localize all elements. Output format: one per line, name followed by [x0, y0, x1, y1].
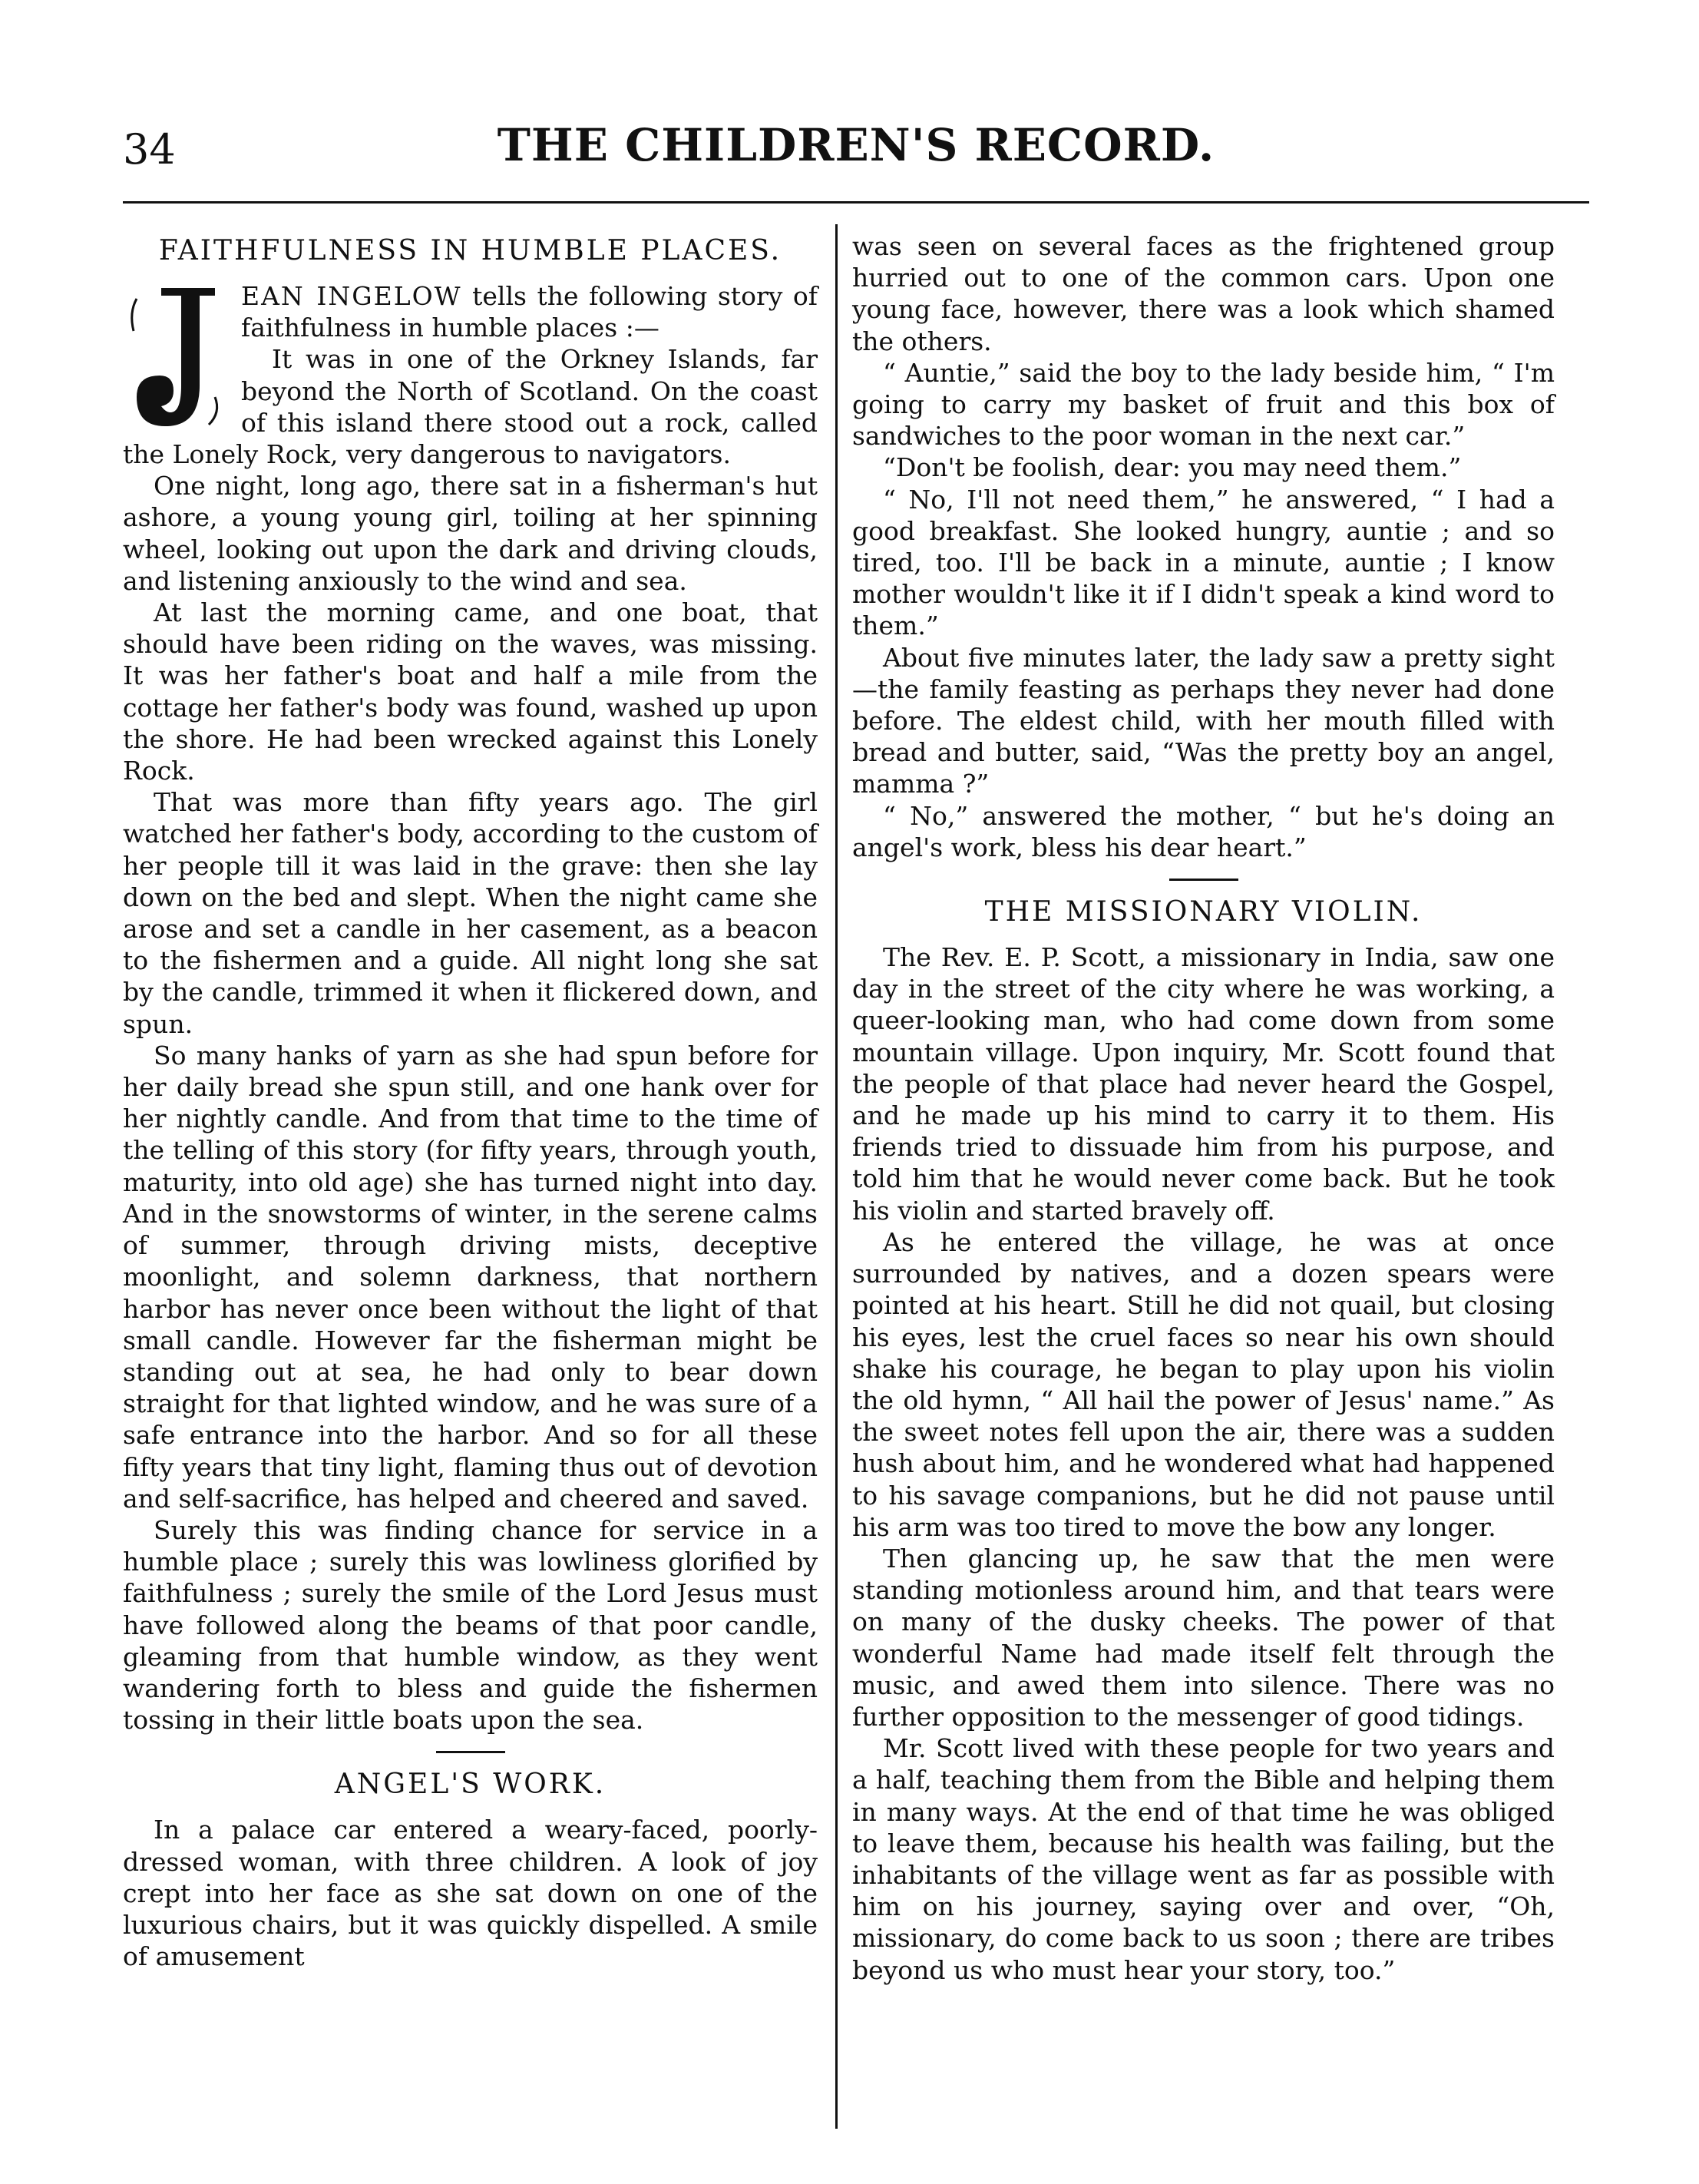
story-paragraph: One night, long ago, there sat in a fisherman's hut ashore, a young young girl, toiling at her spinning wheel, looking out upon the dark and driving clouds, and listening anxiously to the wind and sea.: [123, 471, 818, 596]
story-paragraph: “ Auntie,” said the boy to the lady beside him, “ I'm going to carry my basket of fruit and this box of sandwiches to the poor woman in the next car.”: [852, 357, 1555, 452]
story-paragraph: At last the morning came, and one boat, that should have been riding on the waves, was missing. It was her father's boat and half a mile from the cottage her father's body was found, washed up upon the shore. He had been wrecked against this Lonely Rock.: [123, 597, 818, 786]
dropcap: [123, 282, 230, 435]
story-paragraph: “ No,” answered the mother, “ but he's doing an angel's work, bless his dear heart.”: [852, 800, 1555, 862]
dropcap-ornament-icon: [123, 282, 230, 435]
story-paragraph: was seen on several faces as the frightened group hurried out to one of the common cars. Upon one young face, however, there was a look which shamed the others.: [852, 231, 1555, 356]
page-number: 34: [123, 125, 176, 174]
story-paragraph: “Don't be foolish, dear: you may need them.”: [883, 452, 1462, 483]
section-divider: [1169, 879, 1238, 881]
header-rule: [123, 201, 1589, 204]
section-divider: [436, 1751, 505, 1753]
story-paragraph: As he entered the village, he was at once surrounded by natives, and a dozen spears were pointed at his heart. Still he did not quail, but closing his eyes, lest the cruel faces so near his own should shake his courage, he began to play upon his violin the old hymn, “ All hail the power of Jesus' name.” As the sweet notes fell upon the air, there was a sudden hush about him, and he wondered what had happened to his savage companions, but he did not pause until his arm was too tired to move the bow any longer.: [852, 1226, 1555, 1542]
story-paragraph: Then glancing up, he saw that the men were standing motionless around him, and that tears were on many of the dusky cheeks. The power of that wonderful Name had made itself felt through the music, and awed them into silence. There was no further opposition to the messenger of good tidings.: [852, 1543, 1555, 1732]
section-title-missionary-violin: THE MISSIONARY VIOLIN.: [984, 896, 1423, 928]
right-column: [852, 230, 1555, 1986]
story-paragraph: That was more than fifty years ago. The girl watched her father's body, according to the custom of her people till it was laid in the grave: then she lay down on the bed and slept. When the night came she arose and set a candle in her casement, as a beacon to the fishermen and a guide. All night long she sat by the candle, trimmed it when it flickered down, and spun.: [123, 787, 818, 1039]
story-paragraph: In a palace car entered a weary-faced, poorly-dressed woman, with three children. A look of joy crept into her face as she sat down on one of the luxurious chairs, but it was quickly dispelled. A smile of amusement: [123, 1815, 818, 1972]
left-column: [123, 230, 818, 1972]
story-paragraph: So many hanks of yarn as she had spun before for her daily bread she spun still, and one hank over for her nightly candle. And from that time to the time of the telling of this story (for fifty years, through youth, maturity, into old age) she has turned night into day. And in the snowstorms of winter, in the serene calms of summer, through driving mists, deceptive moonlight, and solemn darkness, that northern harbor has never once been without the light of that small candle. However far the fisherman might be standing out at sea, he had only to bear down straight for that lighted window, and he was sure of a safe entrance into the harbor. And so for all these fifty years that tiny light, flaming thus out of devotion and self-sacrifice, has helped and cheered and saved.: [123, 1040, 818, 1514]
section-title-angels-work: ANGEL'S WORK.: [334, 1769, 607, 1801]
story-paragraph: Mr. Scott lived with these people for two years and a half, teaching them from the Bible and helping them in many ways. At the end of that time he was obliged to leave them, because his health was failing, but the inhabitants of the village went as far as possible with him on his journey, saying over and over, “Oh, missionary, do come back to us soon ; there are tribes beyond us who must hear your story, too.”: [852, 1733, 1555, 1985]
story-paragraph: It was in one of the Orkney Islands, far beyond the North of Scotland. On the coast of this island there stood out a rock, called the Lonely Rock, very dangerous to navigators.: [123, 344, 818, 470]
story-paragraph: The Rev. E. P. Scott, a missionary in India, saw one day in the street of the city where he was working, a queer-looking man, who had come down from some mountain village. Upon inquiry, Mr. Scott found that the people of that place had never heard the Gospel, and he made up his mind to carry it to them. His friends tried to dissuade him from his purpose, and told him that he would never come back. But he took his violin and started bravely off.: [852, 942, 1555, 1226]
running-title: THE CHILDREN'S RECORD.: [497, 119, 1215, 171]
lead-caps: EAN INGELOW: [241, 281, 462, 311]
section-title-faithfulness: FAITHFULNESS IN HUMBLE PLACES.: [158, 235, 782, 266]
story-paragraph: About five minutes later, the lady saw a pretty sight—the family feasting as perhaps they never had done before. The eldest child, with her mouth filled with bread and butter, said, “Was the pretty boy an angel, mamma ?”: [852, 642, 1555, 799]
story-paragraph: “ No, I'll not need them,” he answered, “ I had a good breakfast. She looked hungry, auntie ; and so tired, too. I'll be back in a minute, auntie ; I know mother wouldn't like it if I didn't speak a kind word to them.”: [852, 484, 1555, 641]
column-rule: [835, 224, 838, 2129]
page-header: [123, 119, 1589, 188]
lead-rest: tells the following story of faithfulness in humble places :—: [241, 281, 818, 343]
story-paragraph: Surely this was finding chance for service in a humble place ; surely this was lowliness glorified by faithfulness ; surely the smile of the Lord Jesus must have followed along the beams of that poor candle, gleaming from that humble window, as they went wandering forth to bless and guide the fishermen tossing in their little boats upon the sea.: [123, 1514, 818, 1736]
